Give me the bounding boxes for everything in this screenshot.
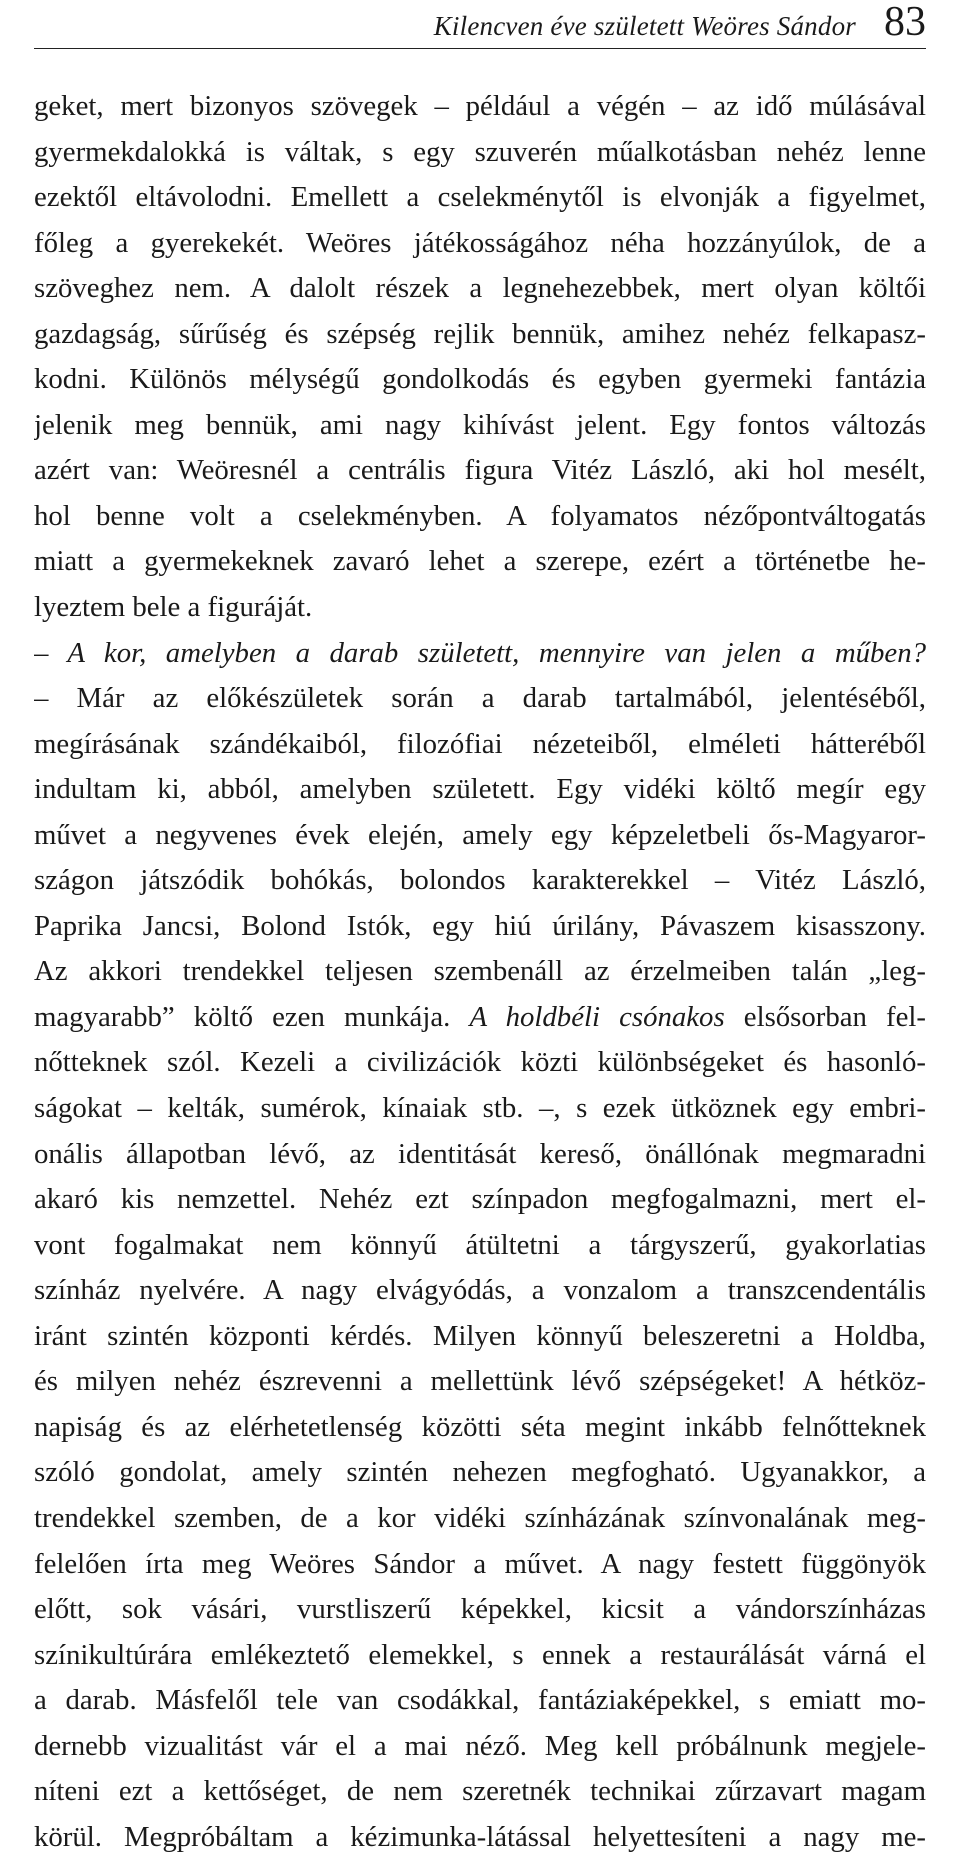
text-line: trendekkel szemben, de a kor vidéki színházának színvonalának meg- <box>34 1501 926 1534</box>
text-line: hol benne volt a cselekményben. A folyamatos nézőpontváltogatás <box>34 499 926 532</box>
text-line: Paprika Jancsi, Bolond Istók, egy hiú úrilány, Pávaszem kisasszony. <box>34 909 926 942</box>
text-line: szágon játszódik bohókás, bolondos karakterekkel – Vitéz László, <box>34 864 926 897</box>
text-line: akaró kis nemzettel. Nehéz ezt színpadon megfogalmazni, mert el- <box>34 1183 926 1216</box>
text-line: ságokat – kelták, sumérok, kínaiak stb. –, s ezek ütköznek egy embri- <box>34 1092 926 1125</box>
text-line: indultam ki, abból, amelyben született. Egy vidéki költő megír egy <box>34 773 926 806</box>
text-line: előtt, sok vásári, vurstliszerű képekkel, kicsit a vándorszínházas <box>34 1593 926 1626</box>
interview-question: – A kor, amelyben a darab született, mennyire van jelen a műben? <box>34 636 926 669</box>
text-line: iránt szintén központi kérdés. Milyen könnyű beleszeretni a Holdba, <box>34 1319 926 1352</box>
text-line: és milyen nehéz észrevenni a mellettünk lévő szépségeket! A hétköz- <box>34 1365 926 1398</box>
text-line: geket, mert bizonyos szövegek – például a végén – az idő múlásával <box>34 90 926 122</box>
text-line: Az akkori trendekkel teljesen szembenáll az érzelmeiben talán „leg- <box>34 955 926 988</box>
text-line: kodni. Különös mélységű gondolkodás és egyben gyermeki fantázia <box>34 363 926 396</box>
text-line: níteni ezt a kettőséget, de nem szeretnék technikai zűrzavart magam <box>34 1775 926 1808</box>
text-line: dernebb vizualitást vár el a mai néző. Meg kell próbálnunk megjele- <box>34 1729 926 1762</box>
text-line: vont fogalmakat nem könnyű átültetni a tárgyszerű, gyakorlatias <box>34 1228 926 1261</box>
text-segment: magyarabb” költő ezen munkája. <box>34 1000 451 1033</box>
text-line: lyeztem bele a figuráját. <box>34 591 313 624</box>
text-line: gyermekdalokká is váltak, s egy szuverén műalkotásban nehéz lenne <box>34 135 926 168</box>
text-line: színikultúrára emlékeztető elemekkel, s ennek a restaurálását várná el <box>34 1638 926 1671</box>
text-line: ezektől eltávolodni. Emellett a cselekménytől is elvonják a figyelmet, <box>34 181 926 214</box>
running-title: Kilencven éve született Weöres Sándor <box>433 11 856 41</box>
text-line: jelenik meg bennük, ami nagy kihívást jelent. Egy fontos változás <box>34 408 926 441</box>
running-header <box>34 0 926 49</box>
text-line-mixed <box>34 995 926 1041</box>
text-line: körül. Megpróbáltam a kézimunka-látással helyettesíteni a nagy me- <box>34 1820 926 1853</box>
text-line: színház nyelvére. A nagy elvágyódás, a vonzalom a transzcendentális <box>34 1274 926 1307</box>
text-line: főleg a gyerekekét. Weöres játékosságához néha hozzányúlok, de a <box>34 226 926 259</box>
text-line: szöveghez nem. A dalolt részek a legnehezebbek, mert olyan költői <box>34 272 926 305</box>
work-title: A holdbéli csónakos <box>469 1000 725 1033</box>
text-line: gazdagság, sűrűség és szépség rejlik bennük, amihez nehéz felkapasz- <box>34 317 926 350</box>
page-number: 83 <box>884 0 926 45</box>
text-line: onális állapotban lévő, az identitását kereső, önállónak megmaradni <box>34 1137 926 1170</box>
text-line: megírásának szándékaiból, filozófiai nézeteiből, elméleti hátteréből <box>34 727 926 760</box>
text-line: nőtteknek szól. Kezeli a civilizációk közti különbségeket és hasonló- <box>34 1046 926 1079</box>
text-line: napiság és az elérhetetlenség közötti séta megint inkább felnőtteknek <box>34 1410 926 1443</box>
text-line: művet a negyvenes évek elején, amely egy képzeletbeli ős-Magyaror- <box>34 818 926 851</box>
text-line: azért van: Weöresnél a centrális figura Vitéz László, aki hol mesélt, <box>34 454 926 487</box>
text-segment: elsősorban fel- <box>743 1000 926 1033</box>
body-text <box>34 84 926 1860</box>
text-line: miatt a gyermekeknek zavaró lehet a szerepe, ezért a történetbe he- <box>34 545 926 578</box>
text-line: felelően írta meg Weöres Sándor a művet. A nagy festett függönyök <box>34 1547 926 1580</box>
text-line: a darab. Másfelől tele van csodákkal, fantáziaképekkel, s emiatt mo- <box>34 1684 926 1717</box>
text-line: szóló gondolat, amely szintén nehezen megfogható. Ugyanakkor, a <box>34 1456 926 1489</box>
text-line: – Már az előkészületek során a darab tartalmából, jelentéséből, <box>34 682 926 715</box>
